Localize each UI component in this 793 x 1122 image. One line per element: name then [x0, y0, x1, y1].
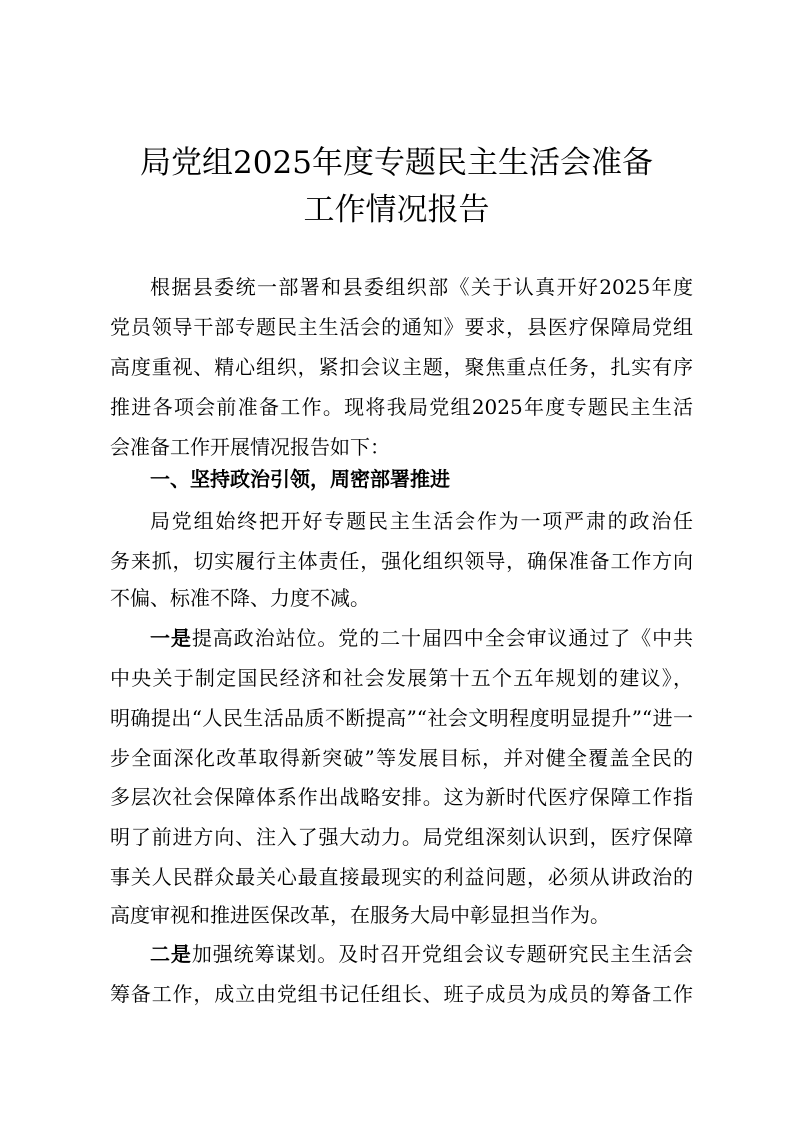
intro-line-5: 会准备工作开展情况报告如下：: [110, 435, 390, 459]
document-title-line-1: 局党组2025年度专题民主生活会准备: [140, 145, 653, 181]
section-1-line-2: 务来抓，切实履行主体责任，强化组织领导，确保准备工作方向: [110, 549, 693, 573]
point-1-line-6: 明了前进方向、注入了强大动力。局党组深刻认识到，医疗保障: [110, 825, 693, 849]
point-2-line-2: 筹备工作，成立由党组书记任组长、班子成员为成员的筹备工作: [110, 982, 693, 1006]
point-2-first-text: 加强统筹谋划。及时召开党组会议专题研究民主生活会: [191, 942, 694, 966]
point-1-line-2: 中央关于制定国民经济和社会发展第十五个五年规划的建议》，: [110, 666, 693, 690]
document-title-line-2: 工作情况报告: [303, 192, 490, 228]
point-1-first-text: 提高政治站位。党的二十届四中全会审议通过了《中共: [191, 626, 694, 650]
section-1-heading: 一、坚持政治引领，周密部署推进: [150, 467, 450, 491]
section-1-line-3: 不偏、标准不降、力度不减。: [110, 586, 370, 610]
point-1-line-3: 明确提出“人民生活品质不断提高”“社会文明程度明显提升”“进一: [110, 706, 693, 730]
point-1-lead: 一是: [150, 626, 192, 650]
intro-line-1: 根据县委统一部署和县委组织部《关于认真开好2025年度: [150, 275, 693, 299]
point-1-line-8: 高度审视和推进医保改革，在服务大局中彰显担当作为。: [110, 903, 610, 927]
point-1-line-7: 事关人民群众最关心最直接最现实的利益问题，必须从讲政治的: [110, 865, 693, 889]
intro-line-3: 高度重视、精心组织，紧扣会议主题，聚焦重点任务，扎实有序: [110, 355, 693, 379]
point-2-line-1: [150, 938, 693, 970]
point-1-line-4: 步全面深化改革取得新突破”等发展目标，并对健全覆盖全民的: [110, 746, 693, 770]
intro-line-2: 党员领导干部专题民主生活会的通知》要求，县医疗保障局党组: [110, 315, 693, 339]
intro-line-4: 推进各项会前准备工作。现将我局党组2025年度专题民主生活: [110, 395, 693, 419]
section-1-line-1: 局党组始终把开好专题民主生活会作为一项严肃的政治任: [150, 509, 693, 533]
point-1-line-5: 多层次社会保障体系作出战略安排。这为新时代医疗保障工作指: [110, 785, 693, 809]
point-2-lead: 二是: [150, 942, 192, 966]
point-1-line-1: [150, 622, 693, 654]
